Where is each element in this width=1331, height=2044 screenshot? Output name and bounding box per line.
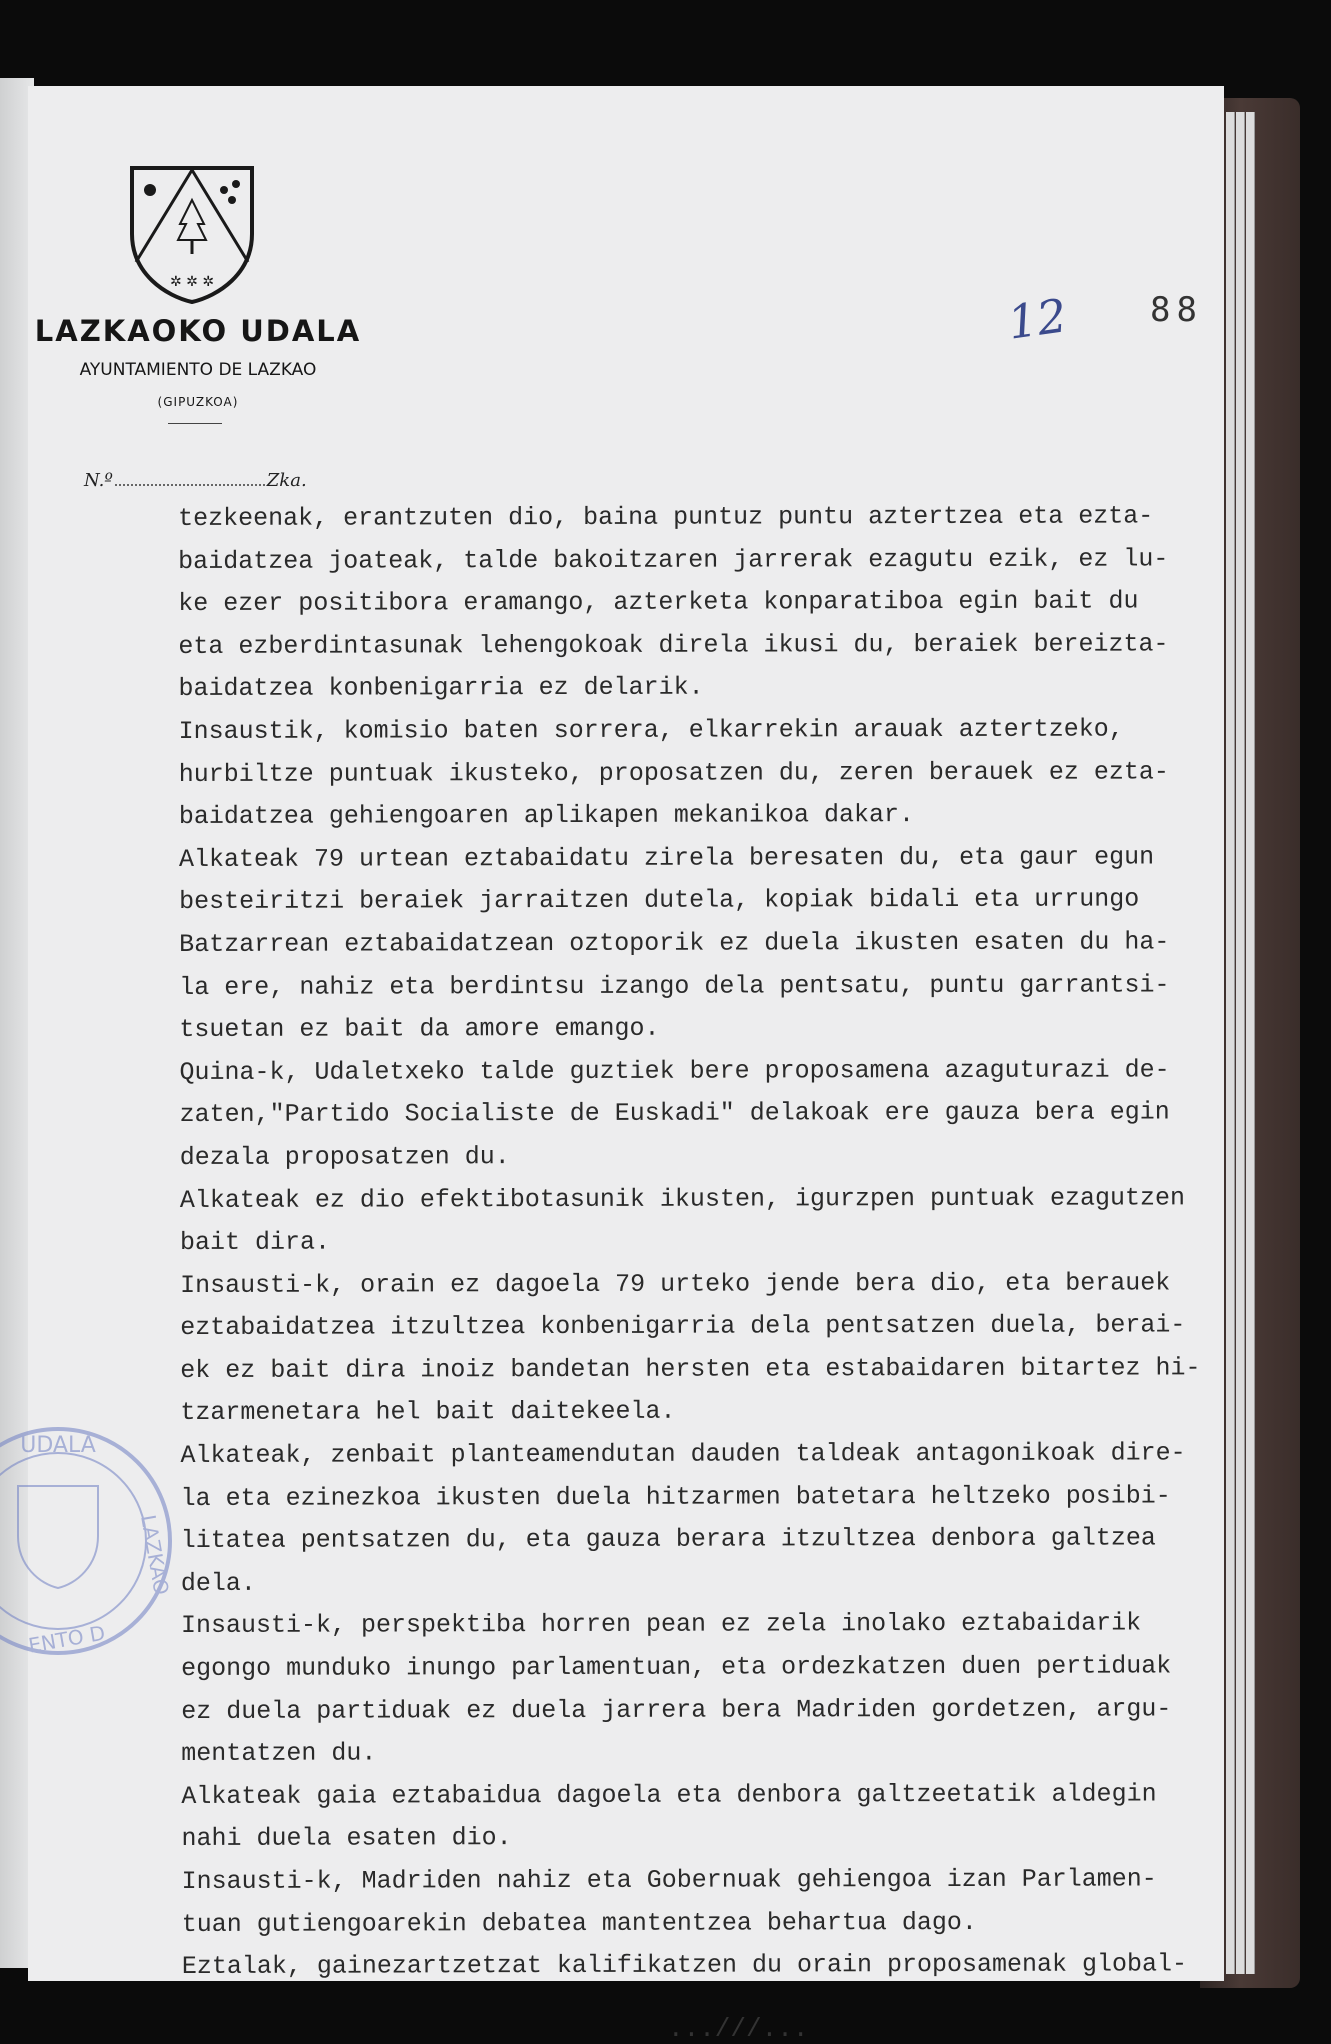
text-line: ke ezer positibora eramango, azterketa konparatiboa egin bait du xyxy=(178,586,1139,619)
text-line: tsuetan ez bait da amore emango. xyxy=(179,1013,660,1045)
text-line: bait dira. xyxy=(179,1227,331,1258)
text-line: ek ez bait dira inoiz bandetan hersten eta estabaidaren bitartez hi- xyxy=(180,1353,1201,1385)
text-line: egongo munduko inungo parlamentuan, eta ordezkatzen duen pertiduak xyxy=(181,1651,1172,1684)
text-line: tezkeenak, erantzuten dio, baina puntuz puntu aztertzea eta ezta- xyxy=(178,501,1154,533)
organization-subtitle: AYUNTAMIENTO DE LAZKAO xyxy=(79,360,317,380)
text-line: la ere, nahiz eta berdintsu izango dela pentsatu, puntu garrantsi- xyxy=(179,969,1170,1002)
municipal-coat-of-arms xyxy=(128,164,256,306)
document-number-field xyxy=(84,470,307,491)
text-line: Insaustik, komisio baten sorrera, elkarrekin arauak aztertzeko, xyxy=(178,714,1124,746)
text-line: baidatzea konbenigarria ez delarik. xyxy=(178,672,704,704)
document-page xyxy=(20,86,1224,2044)
text-line: dezala proposatzen du. xyxy=(179,1142,510,1172)
text-line: mentatzen du. xyxy=(181,1738,377,1769)
text-line: Quina-k, Udaletxeko talde guztiek bere proposamena azaguturazi de- xyxy=(179,1055,1170,1087)
svg-text:✲ ✲ ✲: ✲ ✲ ✲ xyxy=(169,274,215,290)
handwritten-folio-number: 12 xyxy=(1004,288,1071,350)
text-line: Batzarrean eztabaidatzean oztoporik ez duela ikusten esaten du ha- xyxy=(179,927,1170,959)
minutes-body-text xyxy=(178,495,1262,1989)
stamp-text-bottom: ENTO D xyxy=(26,1620,107,1658)
province-label: (GIPUZKOA) xyxy=(157,395,239,409)
continuation-mark: ...///... xyxy=(668,2014,809,2044)
text-line: Alkateak 79 urtean eztabaidatu zirela beresaten du, eta gaur egun xyxy=(178,842,1155,874)
text-line: Eztalak, gainezartzetzat kalifikatzen du orain proposamenak global- xyxy=(181,1949,1188,1982)
number-suffix: Zka. xyxy=(266,470,307,491)
text-line: nahi duela esaten dio. xyxy=(181,1823,512,1854)
text-line: Insausti-k, perspektiba horren pean ez zela inolako eztabaidarik xyxy=(180,1608,1142,1641)
organization-name: LAZKAOKO UDALA xyxy=(34,314,362,348)
text-line: hurbiltze puntuak ikusteko, proposatzen du, zeren berauek ez ezta- xyxy=(178,756,1169,789)
text-line: baidatzea joateak, talde bakoitzaren jarrerak ezagutu ezik, ez lu- xyxy=(178,544,1169,576)
divider xyxy=(168,423,222,424)
text-line: baidatzea gehiengoaren aplikapen mekanikoa dakar. xyxy=(178,800,914,832)
text-line: Insausti-k, Madriden nahiz eta Gobernuak gehiengoa izan Parlamen- xyxy=(181,1864,1157,1896)
typed-folio-number: 88 xyxy=(1150,290,1203,330)
text-line: Alkateak, zenbait planteamendutan dauden taldeak antagonikoak dire- xyxy=(180,1438,1186,1471)
text-line: litatea pentsatzen du, eta gauza berara itzultzea denbora galtzea xyxy=(180,1523,1156,1556)
text-line: la eta ezinezkoa ikusten duela hitzarmen batetara heltzeko posibi- xyxy=(180,1481,1171,1513)
text-line: eztabaidatzea itzultzea konbenigarria dela pentsatzen duela, berai- xyxy=(180,1310,1186,1343)
municipal-stamp xyxy=(0,1406,188,1676)
stamp-text-top: UDALA xyxy=(20,1433,96,1458)
text-line: Insausti-k, orain ez dagoela 79 urteko jende bera dio, eta berauek xyxy=(180,1268,1171,1300)
text-line: tuan gutiengoarekin debatea mantentzea behartua dago. xyxy=(181,1907,977,1939)
text-line: ez duela partiduak ez duela jarrera bera Madriden gordetzen, argu- xyxy=(181,1694,1172,1726)
number-prefix: N.º xyxy=(84,470,113,491)
text-line: tzarmenetara hel bait daitekeela. xyxy=(180,1397,676,1428)
text-line: besteiritzi beraiek jarraitzen dutela, kopiak bidali eta urrungo xyxy=(179,884,1140,917)
text-line: Alkateak gaia eztabaidua dagoela eta denbora galtzeetatik aldegin xyxy=(181,1779,1157,1811)
stamp-text-right: LAZKAO xyxy=(136,1512,174,1597)
text-line: dela. xyxy=(180,1568,256,1598)
text-line: Alkateak ez dio efektibotasunik ikusten, igurzpen puntuak ezagutzen xyxy=(179,1182,1186,1215)
text-line: zaten,"Partido Socialiste de Euskadi" delakoak ere gauza bera egin xyxy=(179,1097,1170,1130)
text-line: eta ezberdintasunak lehengokoak direla ikusi du, beraiek bereizta- xyxy=(178,629,1169,661)
number-blank xyxy=(115,484,265,486)
